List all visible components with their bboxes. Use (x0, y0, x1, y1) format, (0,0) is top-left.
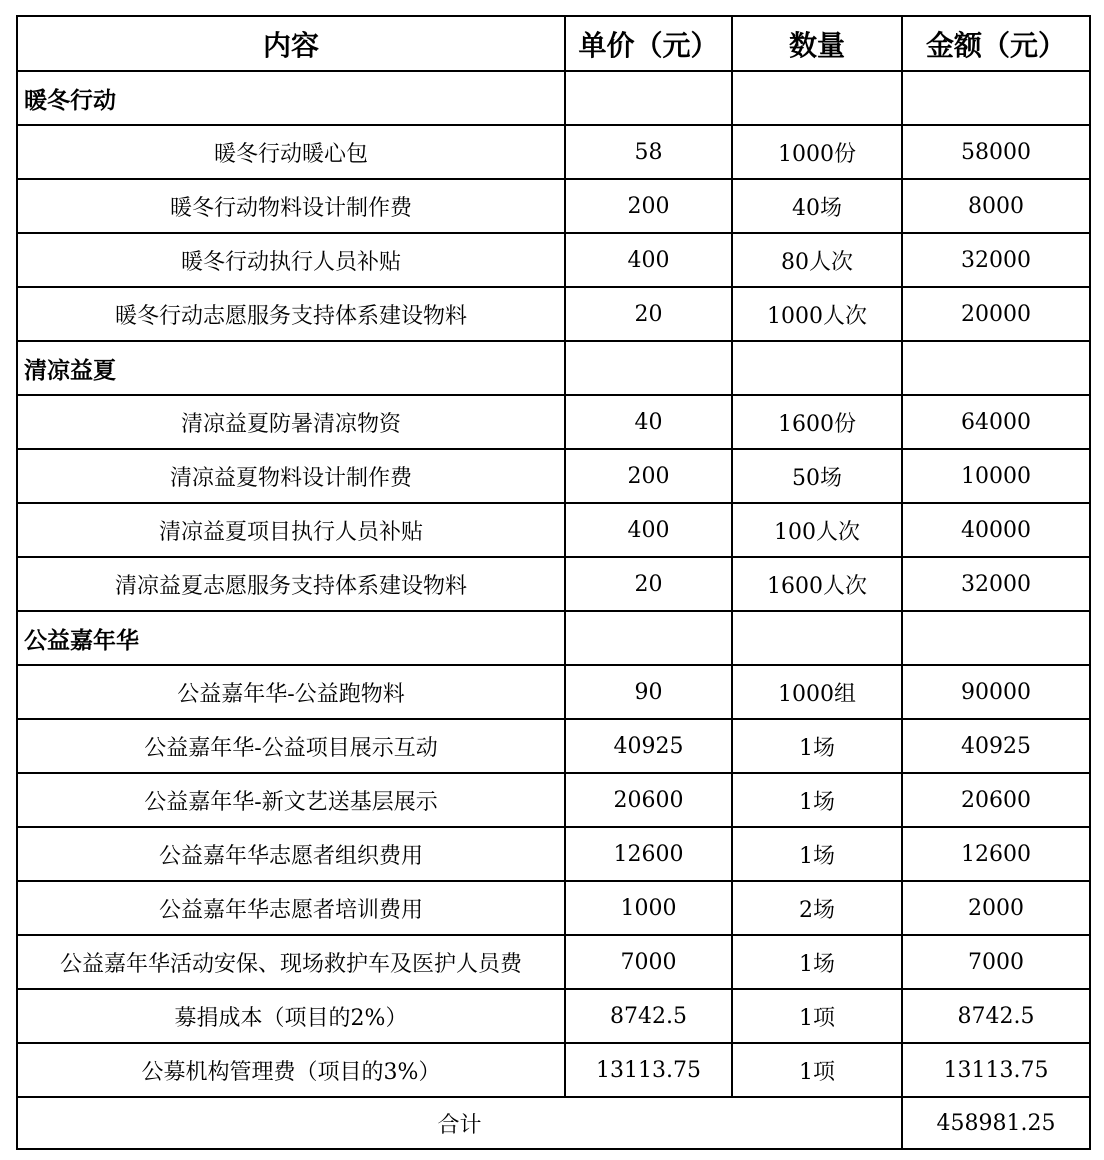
cell-unit-price: 200 (565, 449, 732, 503)
cell-amount: 8742.5 (902, 989, 1090, 1043)
cell-amount: 90000 (902, 665, 1090, 719)
empty-cell (565, 341, 732, 395)
budget-table (16, 15, 1091, 1150)
cell-quantity: 1项 (732, 989, 902, 1043)
cell-quantity: 2场 (732, 881, 902, 935)
section-row (17, 71, 1090, 125)
empty-cell (902, 611, 1090, 665)
cell-content: 公益嘉年华志愿者培训费用 (17, 881, 565, 935)
empty-cell (565, 611, 732, 665)
empty-cell (732, 341, 902, 395)
cell-quantity: 1600人次 (732, 557, 902, 611)
table-row (17, 557, 1090, 611)
cell-unit-price: 20 (565, 557, 732, 611)
cell-amount: 13113.75 (902, 1043, 1090, 1097)
cell-amount: 20000 (902, 287, 1090, 341)
cell-content: 暖冬行动执行人员补贴 (17, 233, 565, 287)
cell-amount: 40925 (902, 719, 1090, 773)
cell-content: 公益嘉年华-新文艺送基层展示 (17, 773, 565, 827)
cell-unit-price: 400 (565, 233, 732, 287)
table-header (17, 16, 1090, 71)
table-row (17, 395, 1090, 449)
cell-unit-price: 8742.5 (565, 989, 732, 1043)
cell-amount: 32000 (902, 557, 1090, 611)
table-row (17, 935, 1090, 989)
cell-quantity: 1600份 (732, 395, 902, 449)
cell-content: 公益嘉年华活动安保、现场救护车及医护人员费 (17, 935, 565, 989)
empty-cell (902, 341, 1090, 395)
cell-content: 公益嘉年华-公益项目展示互动 (17, 719, 565, 773)
cell-quantity: 1场 (732, 935, 902, 989)
cell-unit-price: 13113.75 (565, 1043, 732, 1097)
cell-content: 清凉益夏志愿服务支持体系建设物料 (17, 557, 565, 611)
cell-amount: 58000 (902, 125, 1090, 179)
table-row (17, 449, 1090, 503)
section-title: 公益嘉年华 (17, 611, 565, 665)
cell-quantity: 1000份 (732, 125, 902, 179)
cell-quantity: 1000人次 (732, 287, 902, 341)
cell-unit-price: 1000 (565, 881, 732, 935)
cell-quantity: 1场 (732, 719, 902, 773)
table-body (17, 71, 1090, 1149)
cell-amount: 40000 (902, 503, 1090, 557)
cell-amount: 32000 (902, 233, 1090, 287)
table-row (17, 503, 1090, 557)
cell-unit-price: 12600 (565, 827, 732, 881)
cell-quantity: 1场 (732, 773, 902, 827)
cell-content: 公募机构管理费（项目的3%） (17, 1043, 565, 1097)
cell-content: 公益嘉年华志愿者组织费用 (17, 827, 565, 881)
header-amount: 金额（元） (902, 16, 1090, 71)
cell-quantity: 1项 (732, 1043, 902, 1097)
table-row (17, 125, 1090, 179)
cell-amount: 8000 (902, 179, 1090, 233)
cell-quantity: 80人次 (732, 233, 902, 287)
table-row (17, 827, 1090, 881)
cell-unit-price: 40 (565, 395, 732, 449)
cell-unit-price: 200 (565, 179, 732, 233)
cell-content: 清凉益夏防暑清凉物资 (17, 395, 565, 449)
header-unit-price: 单价（元） (565, 16, 732, 71)
cell-amount: 20600 (902, 773, 1090, 827)
table-row (17, 287, 1090, 341)
table-row (17, 233, 1090, 287)
cell-amount: 10000 (902, 449, 1090, 503)
cell-quantity: 100人次 (732, 503, 902, 557)
table-row (17, 773, 1090, 827)
cell-amount: 12600 (902, 827, 1090, 881)
cell-unit-price: 20600 (565, 773, 732, 827)
cell-amount: 64000 (902, 395, 1090, 449)
section-title: 暖冬行动 (17, 71, 565, 125)
cell-content: 清凉益夏物料设计制作费 (17, 449, 565, 503)
cell-content: 公益嘉年华-公益跑物料 (17, 665, 565, 719)
empty-cell (732, 611, 902, 665)
section-row (17, 341, 1090, 395)
cell-unit-price: 58 (565, 125, 732, 179)
table-row (17, 1043, 1090, 1097)
cell-quantity: 1000组 (732, 665, 902, 719)
cell-content: 暖冬行动物料设计制作费 (17, 179, 565, 233)
cell-quantity: 1场 (732, 827, 902, 881)
cell-unit-price: 40925 (565, 719, 732, 773)
header-quantity: 数量 (732, 16, 902, 71)
cell-amount: 2000 (902, 881, 1090, 935)
empty-cell (732, 71, 902, 125)
table-row (17, 179, 1090, 233)
table-row (17, 665, 1090, 719)
total-label: 合计 (17, 1097, 902, 1149)
cell-unit-price: 7000 (565, 935, 732, 989)
cell-quantity: 40场 (732, 179, 902, 233)
cell-unit-price: 20 (565, 287, 732, 341)
cell-content: 暖冬行动暖心包 (17, 125, 565, 179)
header-content: 内容 (17, 16, 565, 71)
section-row (17, 611, 1090, 665)
cell-amount: 7000 (902, 935, 1090, 989)
cell-quantity: 50场 (732, 449, 902, 503)
cell-content: 暖冬行动志愿服务支持体系建设物料 (17, 287, 565, 341)
cell-content: 募捐成本（项目的2%） (17, 989, 565, 1043)
cell-content: 清凉益夏项目执行人员补贴 (17, 503, 565, 557)
total-amount: 458981.25 (902, 1097, 1090, 1149)
empty-cell (565, 71, 732, 125)
cell-unit-price: 90 (565, 665, 732, 719)
total-row (17, 1097, 1090, 1149)
cell-unit-price: 400 (565, 503, 732, 557)
table-row (17, 719, 1090, 773)
empty-cell (902, 71, 1090, 125)
table-row (17, 881, 1090, 935)
section-title: 清凉益夏 (17, 341, 565, 395)
table-row (17, 989, 1090, 1043)
